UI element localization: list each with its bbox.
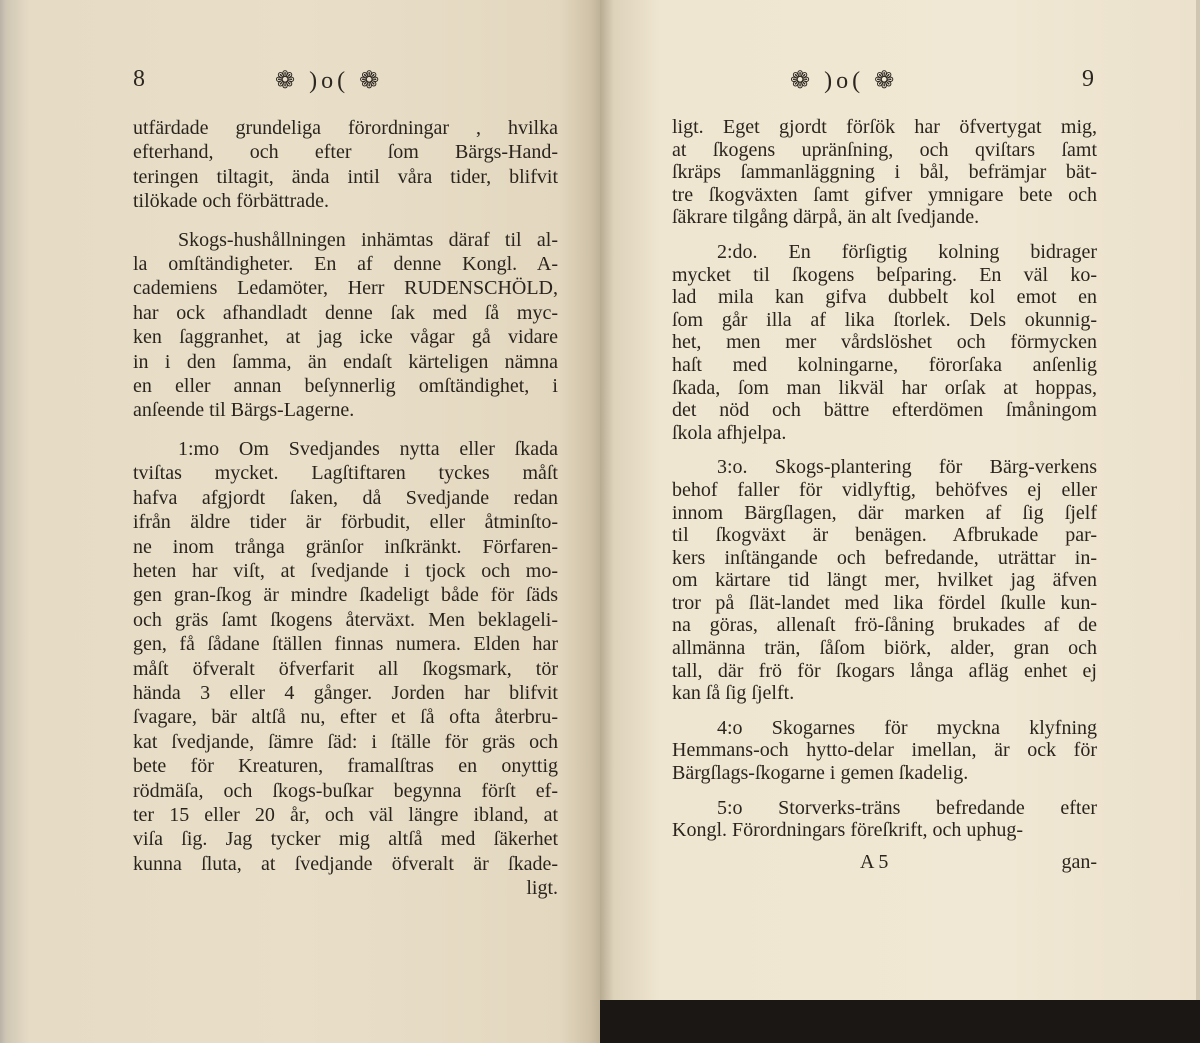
text-line: tall, där frö för ſkogars långa afläg enhet ej bbox=[672, 659, 1097, 682]
text-line: hända 3 eller 4 gånger. Jorden har blifvit bbox=[133, 681, 558, 704]
text-line: om kärtare tid längt mer, hvilket jag äfven bbox=[672, 569, 1097, 592]
text-line: 1:mo Om Svedjandes nytta eller ſkada bbox=[178, 437, 558, 460]
paragraph bbox=[672, 241, 1097, 444]
text-line: Hemmans-och hytto-delar imellan, är ock för bbox=[672, 739, 1097, 762]
text-line: ſom går illa af lika ſtorlek. Dels okunnig- bbox=[672, 308, 1097, 331]
text-line: ifrån äldre tider är förbudit, eller åtminſto- bbox=[133, 511, 558, 534]
text-line: kers inſtängande och befredande, uträttar in- bbox=[672, 546, 1097, 569]
text-line: 2:do. En förſigtig kolning bidrager bbox=[717, 240, 1097, 263]
text-line: behof faller för vidlyftig, behöfves ej eller bbox=[672, 478, 1097, 501]
text-line: måſt öfveralt öfverfarit all ſkogsmark, tör bbox=[133, 657, 558, 680]
text-line: utfärdade grundeliga förordningar , hvilka bbox=[133, 117, 558, 139]
paragraph bbox=[133, 228, 558, 423]
text-line: mycket til ſkogens beſparing. En väl ko- bbox=[672, 263, 1097, 286]
text-line: in i den ſamma, än endaſt kärteligen nämna bbox=[133, 350, 558, 373]
catchword: gan- bbox=[1061, 850, 1097, 873]
text-line: ligt. Eget gjordt förſök har öfvertygat mig, bbox=[672, 116, 1097, 138]
text-line: Bärgſlags-ſkogarne i gemen ſkadelig. bbox=[672, 762, 969, 785]
text-line: en eller annan beſynnerlig omſtändighet, i bbox=[133, 375, 558, 398]
text-line: ken ſaggranhet, at jag icke vågar gå vidare bbox=[133, 326, 558, 349]
paragraph bbox=[672, 116, 1097, 229]
text-line: tror på ſlät-landet med lika fördel ſkulle kun- bbox=[672, 591, 1097, 614]
text-line: gen gran-ſkog är mindre ſkadeligt både för ſäds bbox=[133, 584, 558, 607]
text-line: at ſkogens upränſning, och qviſtars ſamt bbox=[672, 138, 1097, 161]
text-line: ſkola afhjelpa. bbox=[672, 421, 787, 444]
text-line: viſa ſig. Jag tycker mig altſå med ſäkerhet bbox=[133, 828, 558, 851]
text-line: kat ſvedjande, ſämre ſäd: i ſtälle för gräs och bbox=[133, 730, 558, 753]
text-column bbox=[672, 116, 1097, 874]
text-line: het, men mer vårdslöshet och förmycken bbox=[672, 331, 1097, 354]
text-line: na göras, allenaſt frö-ſåning brukades af de bbox=[672, 614, 1097, 637]
page-number: 9 bbox=[1082, 66, 1094, 92]
text-line: allmänna trän, ſåſom biörk, alder, gran och bbox=[672, 637, 1097, 660]
text-line: tviſtas mycket. Lagſtiftaren tyckes måſt bbox=[133, 462, 558, 485]
text-line: tre ſkogväxten ſamt gifver ymnigare bete och bbox=[672, 183, 1097, 206]
text-line: ſkräps ſammanläggning i bål, befrämjar bät- bbox=[672, 161, 1097, 184]
text-line: tilökade och förbättrade. bbox=[133, 190, 330, 213]
text-line: och gräs ſamt ſkogens återväxt. Men beklageli- bbox=[133, 608, 558, 631]
signature-mark: A 5 bbox=[860, 850, 889, 873]
text-line: til ſkogväxt är benägen. Afbrukade par- bbox=[672, 524, 1097, 547]
text-line: ligt. bbox=[526, 877, 558, 900]
page-footer bbox=[672, 850, 1097, 874]
text-column bbox=[133, 116, 558, 915]
text-line: rödmäſa, och ſkogs-buſkar begynna förſt ef- bbox=[133, 779, 558, 802]
text-line: anſeende til Bärgs-Lagerne. bbox=[133, 399, 355, 422]
paragraph bbox=[672, 456, 1097, 705]
text-line: ter 15 eller 20 år, och väl längre ibland, at bbox=[133, 803, 558, 826]
text-line: haſt med kolningarne, förorſaka anſenlig bbox=[672, 353, 1097, 376]
text-line: lad mila kan gifva dubbelt kol emot en bbox=[672, 286, 1097, 309]
text-line: cademiens Ledamöter, Herr RUDENSCHÖLD, bbox=[133, 277, 558, 300]
paragraph bbox=[672, 717, 1097, 785]
paragraph bbox=[133, 116, 558, 214]
text-line: det nöd och bättre efterdömen ſmåningom bbox=[672, 399, 1097, 422]
text-line: kan ſå ſig ſjelft. bbox=[672, 682, 795, 705]
paragraph bbox=[672, 797, 1097, 842]
text-line: Skogs-hushållningen inhämtas däraf til al- bbox=[178, 228, 558, 251]
text-line: har ock afhandladt denne ſak med ſå myc- bbox=[133, 301, 558, 324]
text-line: teringen tiltagit, ända intil våra tider, blifvit bbox=[133, 165, 558, 188]
text-line: kunna ſluta, at ſvedjande öfveralt är ſkade- bbox=[133, 852, 558, 875]
text-line: efterhand, och efter ſom Bärgs-Hand- bbox=[133, 141, 558, 164]
text-line: ne inom trånga gränſor inſkränkt. Förfaren- bbox=[133, 535, 558, 558]
page-number: 8 bbox=[133, 66, 145, 92]
text-line: 5:o Storverks-träns befredande efter bbox=[717, 796, 1097, 819]
text-line: 4:o Skogarnes för myckna klyfning bbox=[717, 716, 1097, 739]
header-ornament: ❁ )o( ❁ bbox=[275, 68, 384, 94]
text-line: ſvagare, bär altſå nu, efter et ſå ofta återbru- bbox=[133, 706, 558, 729]
text-line: ſäkrare tilgång därpå, än alt ſvedjande. bbox=[672, 206, 980, 229]
header-ornament: ❁ )o( ❁ bbox=[790, 68, 899, 94]
text-line: 3:o. Skogs-plantering för Bärg-verkens bbox=[717, 456, 1097, 479]
paragraph bbox=[133, 437, 558, 901]
page-edge bbox=[1196, 0, 1200, 1000]
text-line: bete för Kreaturen, framalſtras en onyttig bbox=[133, 755, 558, 778]
text-line: Kongl. Förordningars föreſkrift, och uphug- bbox=[672, 819, 1024, 842]
text-line: gen, få ſådane ſtällen finnas numera. Elden har bbox=[133, 633, 558, 656]
text-line: innom Bärgſlagen, där marken af ſig ſjelf bbox=[672, 501, 1097, 524]
text-line: heten har viſt, at ſvedjande i tjock och mo- bbox=[133, 559, 558, 582]
text-line: hafva afgjordt ſaken, då Svedjande redan bbox=[133, 486, 558, 509]
text-line: ſkada, ſom man likväl har orſak at hoppas, bbox=[672, 376, 1097, 399]
text-line: la omſtändigheter. En af denne Kongl. A- bbox=[133, 253, 558, 276]
